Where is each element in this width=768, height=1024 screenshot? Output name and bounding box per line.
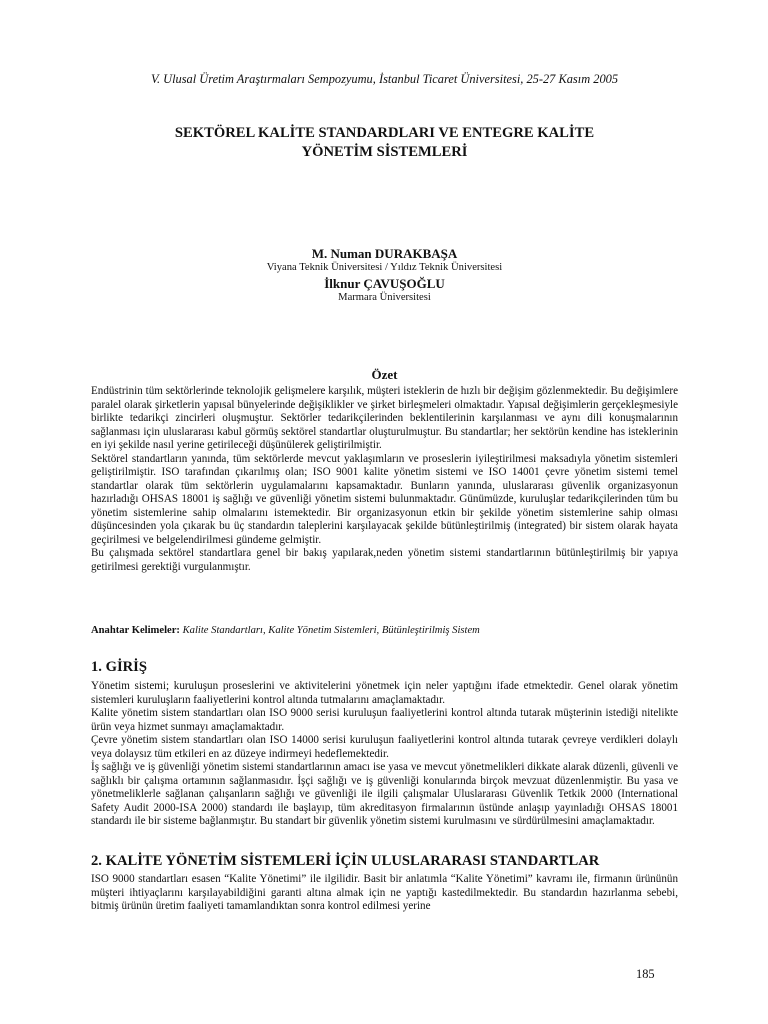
section-heading-introduction: 1. GİRİŞ: [91, 659, 147, 675]
title-line-1: SEKTÖREL KALİTE STANDARDLARI VE ENTEGRE KALİTE: [174, 125, 595, 141]
abstract-paragraph: Endüstrinin tüm sektörlerinde teknolojik gelişmelere karşılık, müşteri isteklerin de hızlı bir değişim gözlenmektedir. Bu değişimlere paralel olarak şirketlerin yapısal bünyelerinde değişiklikler ve şirket birleşmeleri olmaktadır. Yapısal değişimlerin gerçekleşmesiyle birlikte tedarikçi zincirleri oluşmuştur. Sektörler tedarikçilerinden beklentilerinin karşılanması ve aynı dili konuşmalarının sağlanması için uluslararası kabul görmüş sektörel standartlar oluşturulmuştur. Bu standartlar; her sektörün kendine has isteklerinin en iyi şekilde nasıl yerine getirileceği düşünülerek geliştirilmiştir.: [91, 385, 678, 451]
section-paragraph: ISO 9000 standartları esasen “Kalite Yönetimi” ile ilgilidir. Basit bir anlatımla “Kalite Yönetimi” kavramı ile, firmanın ürününün müşteri ihtiyaçlarını karşılayabildiğini garanti altına almak için ne yaptığı kastedilmektedir. Bu standardın hazırlanma sebebi, bitmiş ürünün üretim faaliyeti tamamlandıktan sonra kontrol edilmesi yerine: [91, 873, 678, 912]
keywords-text: Kalite Standartları, Kalite Yönetim Sistemleri, Bütünleştirilmiş Sistem: [182, 625, 480, 636]
paper-title: [91, 124, 678, 162]
title-line-2: YÖNETİM SİSTEMLERİ: [301, 144, 468, 160]
author-block-2: [91, 276, 678, 304]
author-name: M. Numan DURAKBAŞA: [311, 246, 458, 261]
section-heading-standards: 2. KALİTE YÖNETİM SİSTEMLERİ İÇİN ULUSLARARASI STANDARTLAR: [91, 853, 600, 869]
author-block-1: [91, 246, 678, 274]
section-body-standards: [91, 873, 678, 914]
section-body-introduction: [91, 680, 678, 829]
section-paragraph: Yönetim sistemi; kuruluşun proseslerini ve aktivitelerini yönetmek için neler yaptığını ifade etmektedir. Genel olarak yönetim sistemleri kuruluşların faaliyetlerini kontrol altında tutmalarını amaçlamaktadır.: [91, 680, 678, 706]
abstract-paragraph: Sektörel standartların yanında, tüm sektörlerde mevcut yaklaşımların ve proseslerin iyileştirilmesi maksadıyla yönetim sistemleri geliştirilmiştir. ISO tarafından çıkarılmış olan; ISO 9001 kalite yönetim sistemi ve ISO 14001 çevre yönetim sistemi temel standartlar olarak tüm sektörlerin uygulamalarını kapsamaktadır. Bunların yanında, uluslararası güvenlik organizasyonun hazırladığı OHSAS 18001 iş sağlığı ve güvenliği yönetim sistemi bulunmaktadır. Günümüzde, kuruluşlar tedarikçilerinden tüm bu yönetim sistemlerine sahip olmalarını istemektedir. Bir organizasyonun etkin bir şekilde yönetim sistemlerine sahip olması düşüncesinden yola çıkarak bu üç standardın taleplerini karşılayacak şekilde bütünleştirilmiş (integrated) bir sistem olarak hayata geçirilmesi ve belgelendirilmesi gündeme gelmiştir.: [91, 452, 678, 546]
section-paragraph: Kalite yönetim sistem standartları olan ISO 9000 serisi kuruluşun faaliyetlerini kontrol altında tutarak müşterinin istediği nitelikte ürün veya hizmet sunmayı amaçlamaktadır.: [91, 707, 678, 733]
keywords-label: Anahtar Kelimeler:: [91, 625, 180, 636]
author-affiliation: Viyana Teknik Üniversitesi / Yıldız Teknik Üniversitesi: [266, 262, 503, 273]
abstract-heading: Özet: [371, 367, 398, 382]
abstract-paragraph: Bu çalışmada sektörel standartlara genel bir bakış yapılarak,neden yönetim sistemi standartlarının bütünleştirilmiş bir yapıya getirilmesi gerektiği vurgulanmıştır.: [91, 547, 678, 573]
abstract-body: [91, 385, 678, 574]
author-name: İlknur ÇAVUŞOĞLU: [324, 276, 445, 291]
keywords: [91, 625, 678, 636]
section-paragraph: Çevre yönetim sistem standartları olan ISO 14000 serisi kuruluşun faaliyetlerini kontrol altında tutarak çevreye verdikleri dolaylı veya dolaysız tüm etkileri en az düzeye indirmeyi hedeflemektedir.: [91, 734, 678, 760]
section-paragraph: İş sağlığı ve iş güvenliği yönetim sistemi standartlarının amacı ise yasa ve mevcut yönetmelikleri dikkate alarak düzenli, güvenli ve sağlıklı bir çalışma ortamının sağlanmasıdır. İşçi sağlığı ve iş güvenliği konularında birçok mevzuat düzenlenmiştir. Bu yasa ve yönetmeliklerle sağlanan çalışanların sağlığı ve güvenliği ile ilgili çalışmalar Uluslararası Güvenlik Tetkik 2000 (International Safety Audit 2000-ISA 2000) standardı ile başlayıp, tüm akreditasyon firmalarının üstünde anlaşıp yayınladığı OHSAS 18001 standardı ile bir sisteme bağlanmıştır. Bu standart bir güvenlik yönetim sistemi kurulmasını ve sürdürülmesini amaçlamaktadır.: [91, 761, 678, 827]
author-affiliation: Marmara Üniversitesi: [338, 292, 431, 303]
running-header: V. Ulusal Üretim Araştırmaları Sempozyumu, İstanbul Ticaret Üniversitesi, 25-27 Kasım 2005: [150, 72, 619, 86]
page-number: 185: [636, 967, 655, 981]
